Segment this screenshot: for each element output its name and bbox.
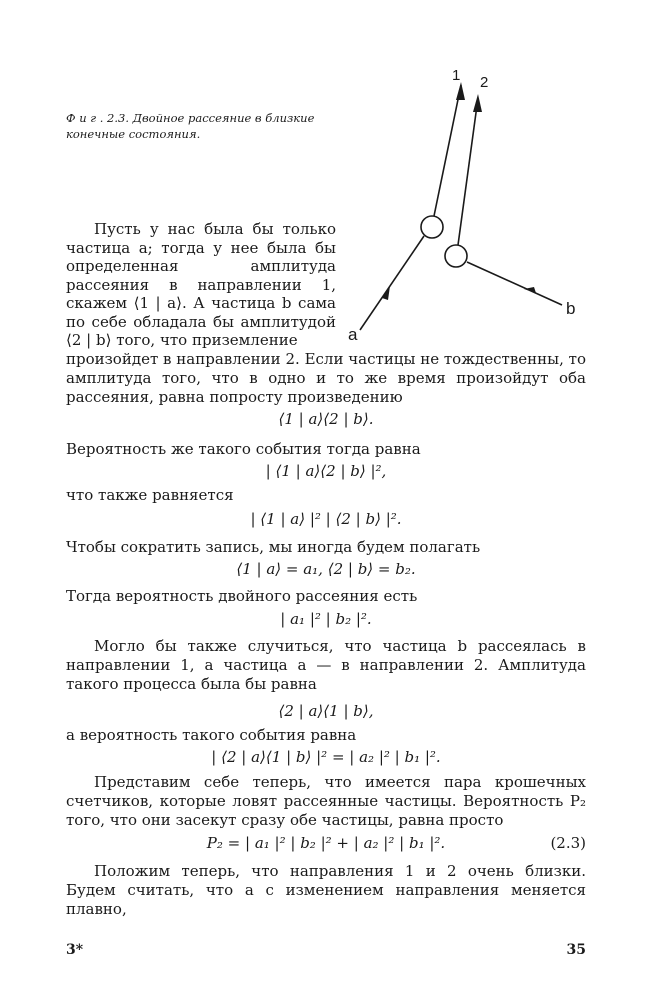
- arrow-2-icon: [473, 94, 482, 112]
- path-1-outgoing: [434, 85, 461, 216]
- paragraph-6-text: Могло бы также случиться, что частица b рассеялась в направлении 1, а частица a — в направлении 2. Амплитуда такого процесса была бы равна: [66, 637, 586, 693]
- label-1: 1: [452, 67, 461, 84]
- equation-2: | ⟨1 | a⟩⟨2 | b⟩ |²,: [265, 462, 387, 480]
- scatter-point-b: [445, 245, 467, 267]
- equation-1: ⟨1 | a⟩⟨2 | b⟩.: [278, 410, 374, 428]
- text-5: Тогда вероятность двойного рассеяния есть: [66, 587, 418, 605]
- path-2-outgoing: [458, 98, 478, 245]
- path-a-incoming: [360, 236, 424, 330]
- signature-mark: 3*: [66, 942, 84, 958]
- equation-8: P₂ = | a₁ |² | b₂ |² + | a₂ |² | b₁ |².: [206, 834, 446, 852]
- paragraph-1-text: Пусть у нас была бы только частица a; тогда у нее была бы определенная амплитуда рассеяния в направлении 1, скажем ⟨1 | a⟩. А частица b сама по себе обладала бы амплитудой ⟨2 | b⟩ того, что приземление: [66, 220, 336, 349]
- paragraph-1-continued: [66, 350, 586, 407]
- paragraph-1-cont-text: произойдет в направлении 2. Если частицы не тождественны, то амплитуда того, что в одно и то же время произойдут оба рассеяния, равна попросту произведению: [66, 350, 586, 406]
- paragraph-9: [66, 862, 586, 919]
- equation-5: | a₁ |² | b₂ |².: [280, 610, 372, 628]
- path-b-incoming: [467, 262, 562, 305]
- equation-4: ⟨1 | a⟩ = a₁, ⟨2 | b⟩ = b₂.: [236, 560, 416, 578]
- equation-8-number: (2.3): [550, 834, 586, 852]
- figure-caption: Ф и г . 2.3. Двойное рассеяние в близкие конечные состояния.: [66, 111, 315, 141]
- paragraph-8-text: Представим себе теперь, что имеется пара крошечных счетчиков, которые ловят рассеянные частицы. Вероятность P₂ того, что они засекут сразу обе частицы, равна просто: [66, 773, 586, 829]
- text-3: что также равняется: [66, 486, 234, 504]
- page-number: 35: [566, 942, 586, 958]
- paragraph-9-text: Положим теперь, что направления 1 и 2 очень близки. Будем считать, что a с изменением направления меняется плавно,: [66, 862, 586, 918]
- text-4: Чтобы сократить запись, мы иногда будем полагать: [66, 538, 481, 556]
- label-2: 2: [480, 74, 489, 91]
- equation-3: | ⟨1 | a⟩ |² | ⟨2 | b⟩ |².: [250, 510, 402, 528]
- scatter-point-a: [421, 216, 443, 238]
- label-b: b: [566, 299, 576, 318]
- equation-6: ⟨2 | a⟩⟨1 | b⟩,: [278, 702, 374, 720]
- paragraph-1: [66, 220, 336, 350]
- paragraph-8: [66, 773, 586, 830]
- label-a: a: [348, 325, 358, 344]
- text-2: Вероятность же такого события тогда равна: [66, 440, 421, 458]
- arrow-a-icon: [382, 286, 390, 300]
- equation-7: | ⟨2 | a⟩⟨1 | b⟩ |² = | a₂ |² | b₁ |².: [211, 748, 441, 766]
- text-7: а вероятность такого события равна: [66, 726, 357, 744]
- paragraph-6: [66, 637, 586, 694]
- scattering-diagram: [330, 60, 620, 350]
- arrow-1-icon: [456, 82, 465, 100]
